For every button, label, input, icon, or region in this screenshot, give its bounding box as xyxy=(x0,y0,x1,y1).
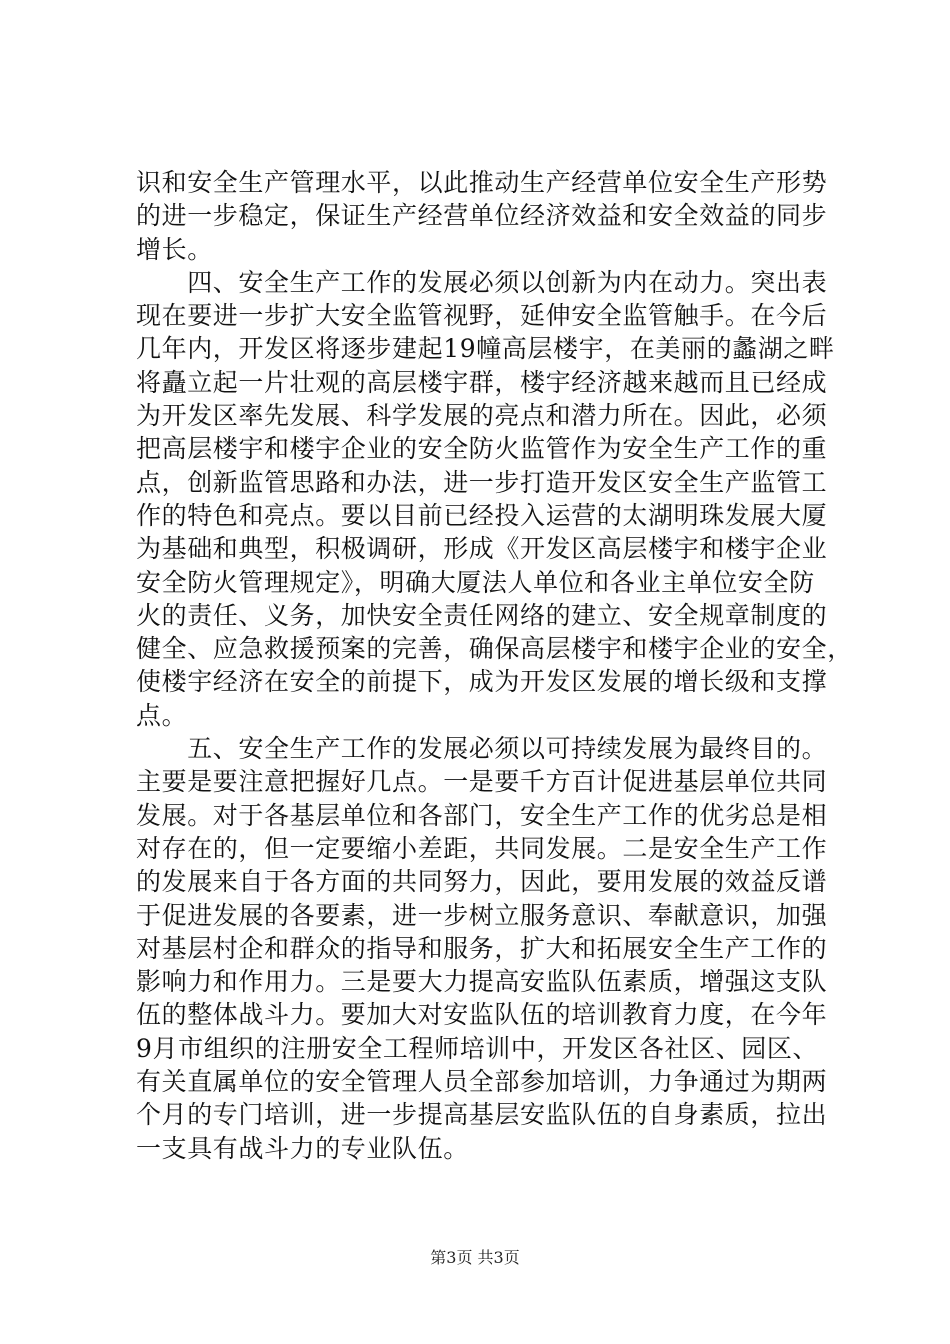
text-line: 为开发区率先发展、科学发展的亮点和潜力所在。因此，必须 xyxy=(136,401,828,431)
text-line: 个月的专门培训，进一步提高基层安监队伍的自身素质，拉出 xyxy=(136,1100,828,1130)
text-line: 为基础和典型，积极调研，形成《开发区高层楼宇和楼宇企业 xyxy=(136,534,828,564)
text-line: 点，创新监管思路和办法，进一步打造开发区安全生产监管工 xyxy=(136,467,828,497)
text-line: 四、安全生产工作的发展必须以创新为内在动力。突出表 xyxy=(136,267,828,297)
text-line: 主要是要注意把握好几点。一是要千方百计促进基层单位共同 xyxy=(136,767,828,797)
text-line: 影响力和作用力。三是要大力提高安监队伍素质，增强这支队 xyxy=(136,967,828,997)
text-line: 安全防火管理规定》，明确大厦法人单位和各业主单位安全防 xyxy=(136,567,815,597)
text-line: 的发展来自于各方面的共同努力，因此，要用发展的效益反谱 xyxy=(136,867,828,897)
text-line: 有关直属单位的安全管理人员全部参加培训，力争通过为期两 xyxy=(136,1067,828,1097)
text-line: 增长。 xyxy=(136,234,213,264)
text-line: 火的责任、义务，加快安全责任网络的建立、安全规章制度的 xyxy=(136,600,828,630)
text-line: 伍的整体战斗力。要加大对安监队伍的培训教育力度，在今年 xyxy=(136,1000,828,1030)
text-line: 识和安全生产管理水平，以此推动生产经营单位安全生产形势 xyxy=(136,168,828,197)
text-line: 使楼宇经济在安全的前提下，成为开发区发展的增长级和支撑 xyxy=(136,667,828,697)
text-line: 9月市组织的注册安全工程师培训中，开发区各社区、园区、 xyxy=(136,1033,819,1063)
page-number-footer: 第3页 共3页 xyxy=(430,1248,520,1267)
text-line: 五、安全生产工作的发展必须以可持续发展为最终目的。 xyxy=(136,734,828,764)
text-line: 对基层村企和群众的指导和服务，扩大和拓展安全生产工作的 xyxy=(136,933,828,963)
text-line: 发展。对于各基层单位和各部门，安全生产工作的优劣总是相 xyxy=(136,800,828,830)
text-line: 点。 xyxy=(136,700,188,730)
text-line: 对存在的，但一定要缩小差距，共同发展。二是安全生产工作 xyxy=(136,833,828,863)
text-line: 于促进发展的各要素，进一步树立服务意识、奉献意识，加强 xyxy=(136,900,828,930)
text-line: 把高层楼宇和楼宇企业的安全防火监管作为安全生产工作的重 xyxy=(136,434,828,464)
text-line: 的进一步稳定，保证生产经营单位经济效益和安全效益的同步 xyxy=(136,201,828,231)
text-line: 将矗立起一片壮观的高层楼宇群，楼宇经济越来越而且已经成 xyxy=(136,367,828,397)
text-line: 健全、应急救援预案的完善，确保高层楼宇和楼宇企业的安全， xyxy=(136,634,853,664)
body-text xyxy=(136,166,853,1165)
text-line: 几年内，开发区将逐步建起19幢高层楼宇，在美丽的蠡湖之畔 xyxy=(136,334,835,364)
text-line: 现在要进一步扩大安全监管视野，延伸安全监管触手。在今后 xyxy=(136,301,828,331)
text-line: 一支具有战斗力的专业队伍。 xyxy=(136,1133,469,1163)
text-line: 作的特色和亮点。要以目前已经投入运营的太湖明珠发展大厦 xyxy=(136,500,828,530)
